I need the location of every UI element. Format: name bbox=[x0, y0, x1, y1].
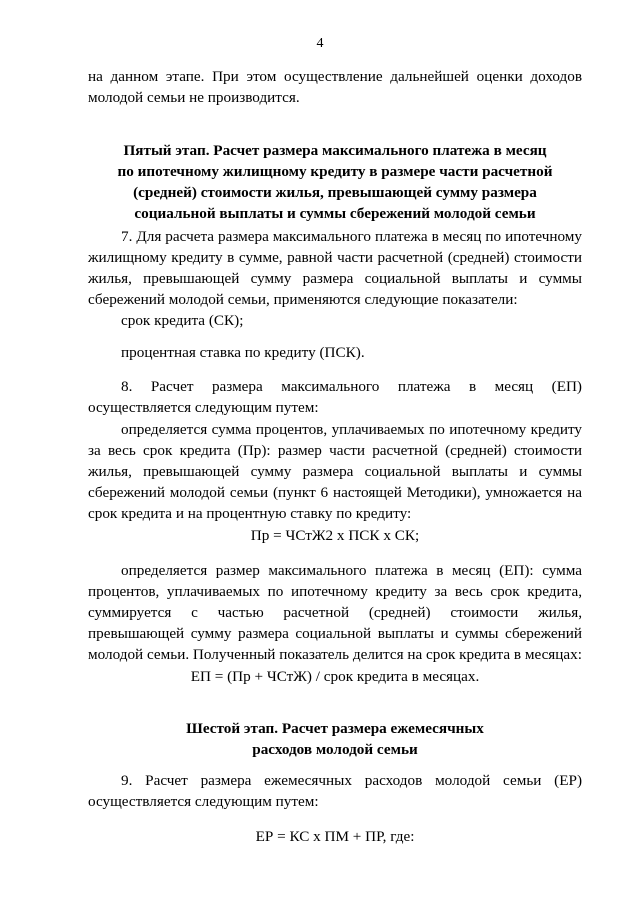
list-item-credit-term: срок кредита (СК); bbox=[121, 312, 244, 329]
heading-line: социальной выплаты и суммы сбережений молодой семьи bbox=[134, 205, 536, 222]
heading-line: по ипотечному жилищному кредиту в размере части расчетной bbox=[117, 163, 553, 180]
paragraph-8-step-1: определяется сумма процентов, уплачиваемых по ипотечному кредиту за весь срок кредита (Пр): размер части расчетной (средней) стоимости жилья, превышающей сумму размера социальной выплаты и суммы сбережений молодой семьи (пункт 6 настоящей Методики), умножается на срок кредита и на процентную ставку по кредиту: bbox=[88, 421, 582, 522]
formula-interest: Пр = ЧСтЖ2 х ПСК х СК; bbox=[250, 527, 420, 544]
section-heading-stage6 bbox=[88, 718, 582, 760]
formula-monthly-payment: ЕП = (Пр + ЧСтЖ) / срок кредита в месяцах. bbox=[190, 668, 480, 685]
heading-line: Шестой этап. Расчет размера ежемесячных bbox=[186, 720, 484, 737]
paragraph-8-step-2: определяется размер максимального платежа в месяц (ЕП): сумма процентов, уплачиваемых по ипотечному кредиту за весь срок кредита, суммируется с частью расчетной (средней) стоимости жилья, превышающей сумму размера социальной выплаты и суммы сбережений молодой семьи. Полученный показатель делится на срок кредита в месяцах: bbox=[88, 562, 582, 663]
page-number: 4 bbox=[316, 36, 324, 51]
heading-line: расходов молодой семьи bbox=[252, 741, 418, 758]
paragraph-8: 8. Расчет размера максимального платежа в месяц (ЕП) осуществляется следующим путем: bbox=[88, 378, 582, 416]
paragraph-7: 7. Для расчета размера максимального платежа в месяц по ипотечному жилищному кредиту в сумме, равной части расчетной (средней) стоимости жилья, превышающей сумму размера социальной выплаты и суммы сбережений молодой семьи, применяются следующие показатели: bbox=[88, 228, 582, 308]
paragraph-9: 9. Расчет размера ежемесячных расходов молодой семьи (ЕР) осуществляется следующим путем: bbox=[88, 772, 582, 810]
heading-line: (средней) стоимости жилья, превышающей сумму размера bbox=[133, 184, 537, 201]
section-heading-stage5 bbox=[88, 140, 582, 224]
intro-paragraph: на данном этапе. При этом осуществление дальнейшей оценки доходов молодой семьи не производится. bbox=[88, 68, 582, 106]
list-item-interest-rate: процентная ставка по кредиту (ПСК). bbox=[121, 344, 365, 361]
heading-line: Пятый этап. Расчет размера максимального платежа в месяц bbox=[123, 142, 547, 159]
formula-monthly-expenses: ЕР = КС х ПМ + ПР, где: bbox=[255, 828, 415, 845]
